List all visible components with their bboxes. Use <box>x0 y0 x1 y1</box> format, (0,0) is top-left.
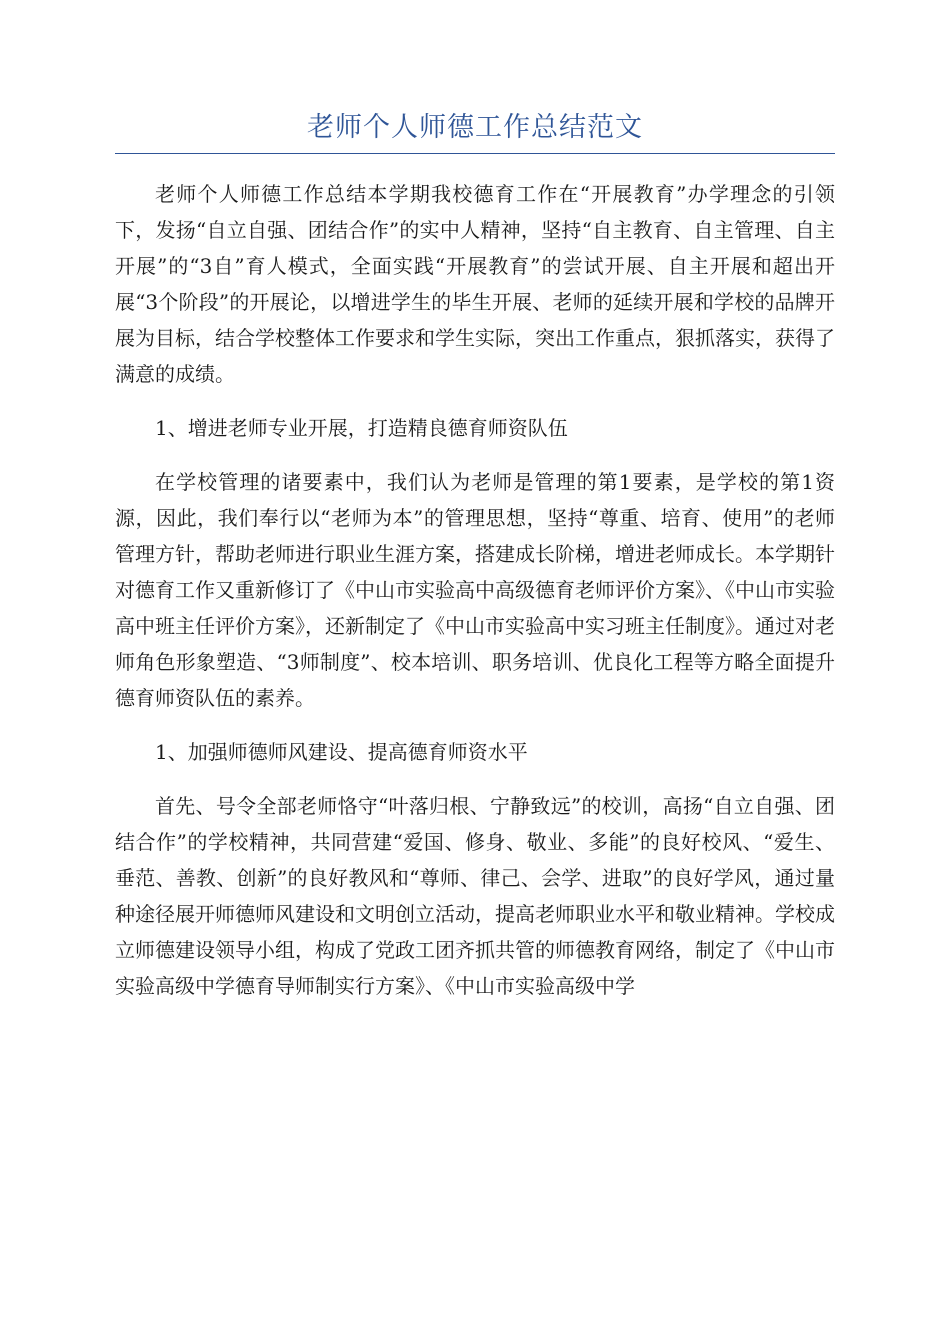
document-title: 老师个人师德工作总结范文 <box>307 112 643 143</box>
paragraph-gap <box>115 392 835 410</box>
teacher-management-paragraph: 在学校管理的诸要素中，我们认为老师是管理的第1要素，是学校的第1资源，因此，我们奉行以“老师为本”的管理思想，坚持“尊重、培育、使用”的老师管理方针，帮助老师进行职业生涯方案，搭建成长阶梯，增进老师成长。本学期针对德育工作又重新修订了《中山市实验高中高级德育老师评价方案》、《中山市实验高中班主任评价方案》，还新制定了《中山市实验高中实习班主任制度》。通过对老师角色形象塑造、“3师制度”、校本培训、职务培训、优良化工程等方略全面提升德育师资队伍的素养。 <box>115 470 835 710</box>
document-body <box>115 176 835 1004</box>
ethics-paragraph: 首先、号令全部老师恪守“叶落归根、宁静致远”的校训，高扬“自立自强、团结合作”的学校精神，共同营建“爱国、修身、敬业、多能”的良好校风、“爱生、垂范、善教、创新”的良好教风和“尊师、律己、会学、进取”的良好学风，通过量种途径展开师德师风建设和文明创立活动，提高老师职业水平和敬业精神。学校成立师德建设领导小组，构成了党政工团齐抓共管的师德教育网络，制定了《中山市实验高级中学德育导师制实行方案》、《中山市实验高级中学 <box>115 794 835 998</box>
paragraph-gap <box>115 716 835 734</box>
title-underline <box>115 153 835 154</box>
paragraph-gap <box>115 770 835 788</box>
section-heading-ethics: 1、加强师德师风建设、提高德育师资水平 <box>155 740 528 764</box>
section-heading-teacher-development: 1、增进老师专业开展，打造精良德育师资队伍 <box>155 416 568 440</box>
intro-paragraph: 老师个人师德工作总结本学期我校德育工作在“开展教育”办学理念的引领下，发扬“自立自强、团结合作”的实中人精神，坚持“自主教育、自主管理、自主开展”的“3自”育人模式，全面实践“开展教育”的尝试开展、自主开展和超出开展“3个阶段”的开展论，以增进学生的毕生开展、老师的延续开展和学校的品牌开展为目标，结合学校整体工作要求和学生实际，突出工作重点，狠抓落实，获得了满意的成绩。 <box>115 182 835 386</box>
paragraph-gap <box>115 446 835 464</box>
